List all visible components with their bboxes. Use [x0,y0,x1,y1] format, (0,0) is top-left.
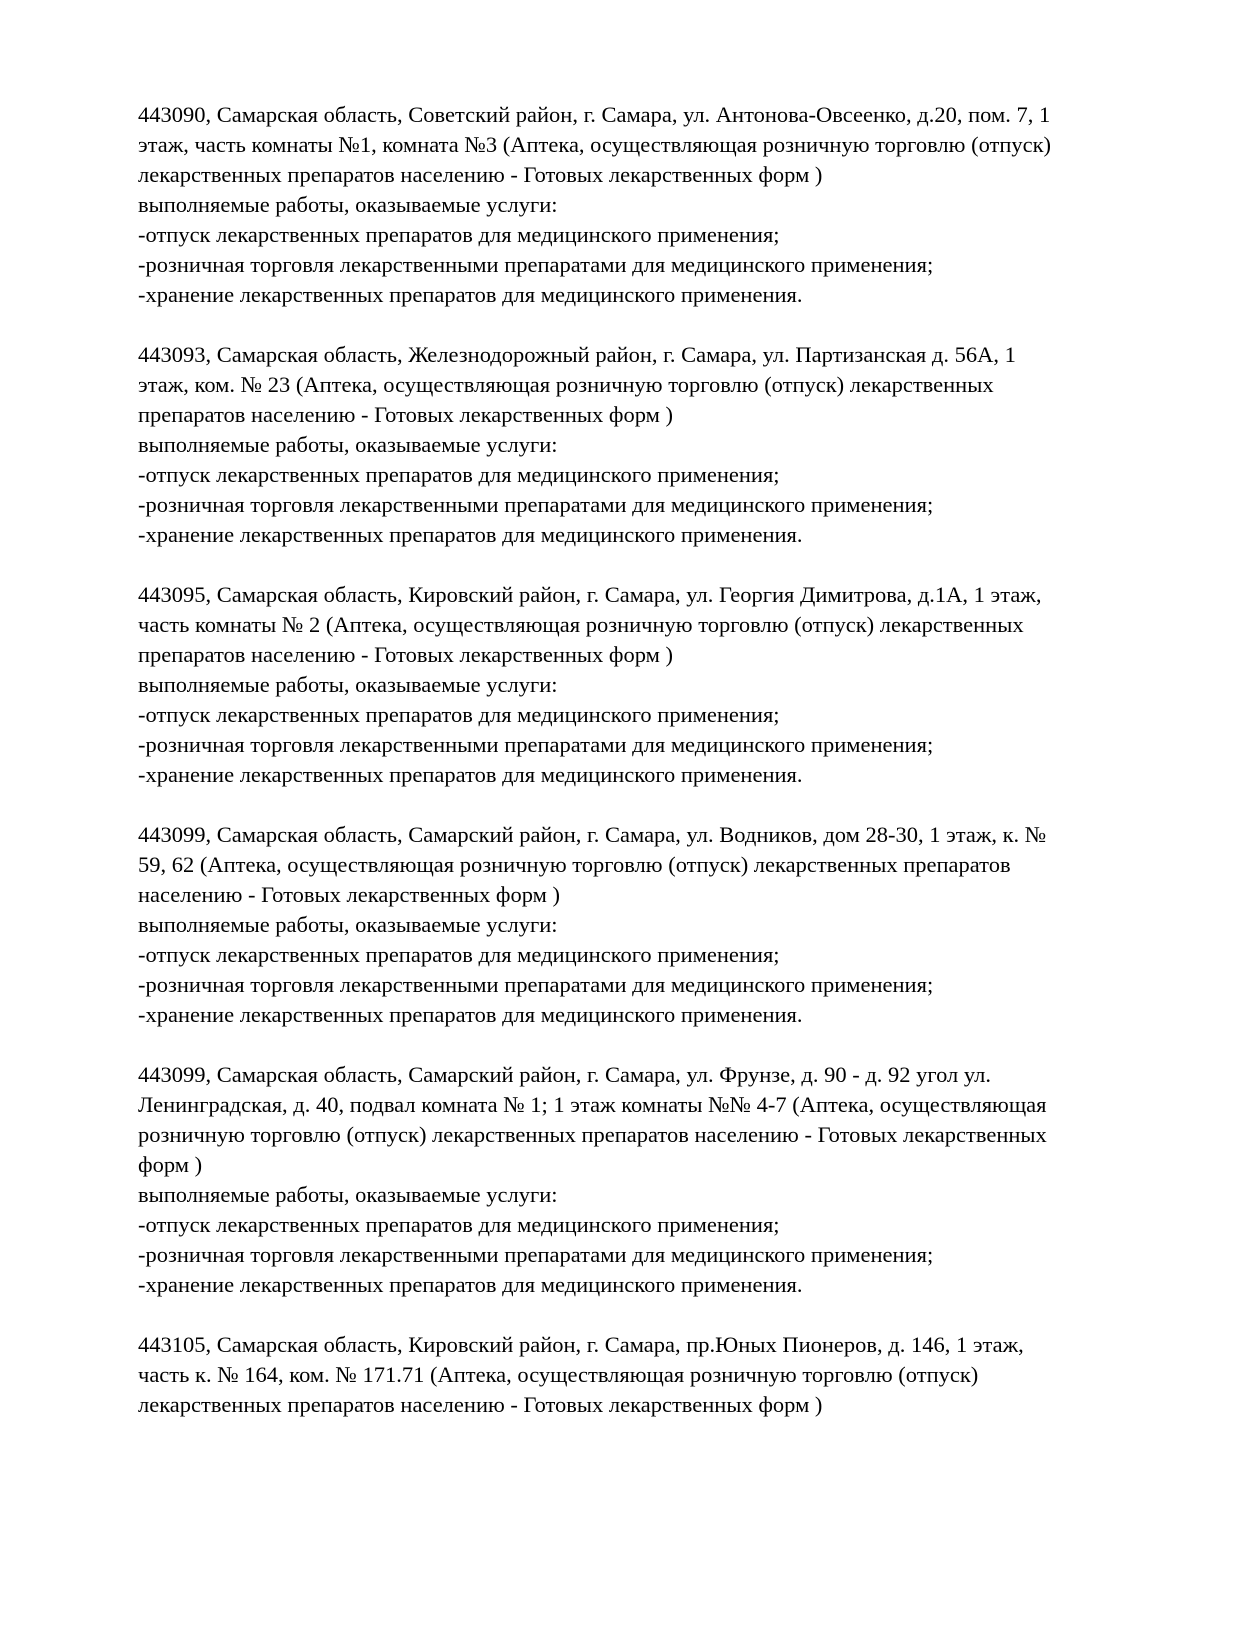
works-header: выполняемые работы, оказываемые услуги: [138,912,558,937]
address-line: форм ) [138,1152,203,1177]
service-line: -розничная торговля лекарственными препаратами для медицинского применения; [138,492,934,517]
works-header: выполняемые работы, оказываемые услуги: [138,192,558,217]
works-header: выполняемые работы, оказываемые услуги: [138,432,558,457]
address-line: лекарственных препаратов населению - Готовых лекарственных форм ) [138,162,823,187]
service-line: -отпуск лекарственных препаратов для медицинского применения; [138,942,780,967]
entries-list [138,100,1110,1420]
service-line: -розничная торговля лекарственными препаратами для медицинского применения; [138,252,934,277]
service-line: -хранение лекарственных препаратов для медицинского применения. [138,762,803,787]
address-line: препаратов населению - Готовых лекарственных форм ) [138,402,674,427]
service-line: -хранение лекарственных препаратов для медицинского применения. [138,522,803,547]
pharmacy-entry [138,100,1110,310]
service-line: -отпуск лекарственных препаратов для медицинского применения; [138,462,780,487]
address-line: лекарственных препаратов населению - Готовых лекарственных форм ) [138,1392,823,1417]
works-header: выполняемые работы, оказываемые услуги: [138,672,558,697]
pharmacy-entry [138,820,1110,1030]
service-line: -хранение лекарственных препаратов для медицинского применения. [138,1002,803,1027]
service-line: -хранение лекарственных препаратов для медицинского применения. [138,282,803,307]
address-line: препаратов населению - Готовых лекарственных форм ) [138,642,674,667]
pharmacy-entry [138,580,1110,790]
address-line: 443095, Самарская область, Кировский район, г. Самара, ул. Георгия Димитрова, д.1А, 1 этаж, [138,582,1042,607]
service-line: -отпуск лекарственных препаратов для медицинского применения; [138,1212,780,1237]
service-line: -розничная торговля лекарственными препаратами для медицинского применения; [138,732,934,757]
address-line: 443105, Самарская область, Кировский район, г. Самара, пр.Юных Пионеров, д. 146, 1 этаж, [138,1332,1024,1357]
address-line: розничную торговлю (отпуск) лекарственных препаратов населению - Готовых лекарственных [138,1122,1047,1147]
pharmacy-entry [138,340,1110,550]
address-line: 443093, Самарская область, Железнодорожный район, г. Самара, ул. Партизанская д. 56А, 1 [138,342,1016,367]
address-line: 59, 62 (Аптека, осуществляющая розничную торговлю (отпуск) лекарственных препаратов [138,852,1011,877]
address-line: населению - Готовых лекарственных форм ) [138,882,561,907]
address-line: этаж, ком. № 23 (Аптека, осуществляющая розничную торговлю (отпуск) лекарственных [138,372,994,397]
service-line: -розничная торговля лекарственными препаратами для медицинского применения; [138,1242,934,1267]
address-line: 443090, Самарская область, Советский район, г. Самара, ул. Антонова-Овсеенко, д.20, пом. 7, 1 [138,102,1051,127]
pharmacy-entry [138,1330,1110,1420]
service-line: -отпуск лекарственных препаратов для медицинского применения; [138,702,780,727]
works-header: выполняемые работы, оказываемые услуги: [138,1182,558,1207]
service-line: -отпуск лекарственных препаратов для медицинского применения; [138,222,780,247]
address-line: Ленинградская, д. 40, подвал комната № 1; 1 этаж комнаты №№ 4-7 (Аптека, осуществляющая [138,1092,1047,1117]
address-line: 443099, Самарская область, Самарский район, г. Самара, ул. Фрунзе, д. 90 - д. 92 угол ул. [138,1062,992,1087]
address-line: 443099, Самарская область, Самарский район, г. Самара, ул. Водников, дом 28-30, 1 этаж, к. № [138,822,1047,847]
pharmacy-entry [138,1060,1110,1300]
address-line: часть комнаты № 2 (Аптека, осуществляющая розничную торговлю (отпуск) лекарственных [138,612,1024,637]
address-line: этаж, часть комнаты №1, комната №3 (Аптека, осуществляющая розничную торговлю (отпуск) [138,132,1052,157]
service-line: -розничная торговля лекарственными препаратами для медицинского применения; [138,972,934,997]
address-line: часть к. № 164, ком. № 171.71 (Аптека, осуществляющая розничную торговлю (отпуск) [138,1362,979,1387]
service-line: -хранение лекарственных препаратов для медицинского применения. [138,1272,803,1297]
